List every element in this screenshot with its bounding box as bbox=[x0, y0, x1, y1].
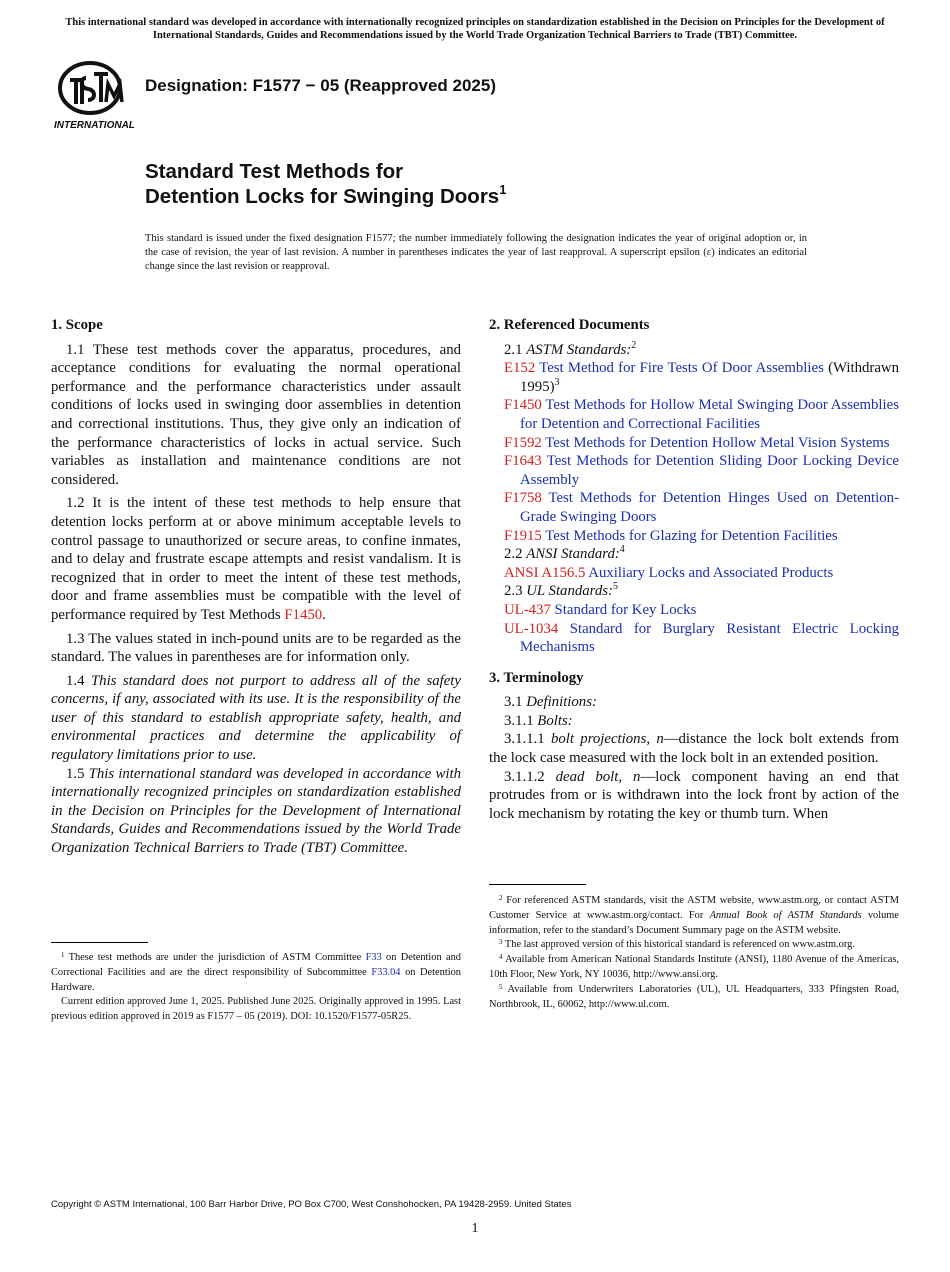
term-dead-bolt-definition: —lock component having an end that protrudes from or is withdrawn into the lock front by action of the lock mechanism by rotating the key or thumb turn. When bbox=[489, 768, 900, 822]
astm-label-text: ASTM Standards: bbox=[526, 341, 632, 358]
ref-code[interactable]: F1592 bbox=[504, 434, 542, 451]
footnote-2-italic: Annual Book of ASTM Standards bbox=[709, 909, 862, 921]
footnote-5-text: Available from Underwriters Laboratories (UL), UL Headquarters, 333 Pfingsten Road, Northbrook, IL, 60062, http://www.ul.com. bbox=[489, 983, 899, 1010]
ref-code[interactable]: UL-1034 bbox=[504, 620, 559, 637]
paragraph-1-4-text: This standard does not purport to address all of the safety concerns, if any, associated with its use. It is the responsibility of the user of this standard to establish appropriate safety, health, and environmental practices and determine the applicability of regulatory limitations prior to use. bbox=[51, 672, 461, 764]
top-notice: This international standard was developed in accordance with internationally recognized principles on standardization established in the Decision on Principles for the Development of International Standards, Guides and Recommendations issued by the World Trade Organization Technical Barriers to Trade (TBT) Committee. bbox=[65, 17, 885, 41]
term-3-1-1-1-number: 3.1.1.1 bbox=[504, 731, 551, 748]
ansi-label-text: ANSI Standard: bbox=[526, 546, 620, 563]
copyright-footer: Copyright © ASTM International, 100 Barr Harbor Drive, PO Box C700, West Conshohocken, PA 19428-2959. United States bbox=[51, 1199, 572, 1210]
astm-standards-label bbox=[489, 341, 899, 360]
astm-label-marker: 2 bbox=[631, 339, 637, 351]
term-3-1-1-2-number: 3.1.1.2 bbox=[504, 768, 556, 785]
footnote-4-text: Available from American National Standards Institute (ANSI), 1180 Avenue of the Americas, 10th Floor, New York, NY 10036, http://www.ansi.org. bbox=[489, 954, 899, 980]
reference-f1592 bbox=[489, 434, 899, 453]
term-3-1-text: Definitions: bbox=[526, 694, 597, 711]
ref-title[interactable]: Standard for Burglary Resistant Electric Locking Mechanisms bbox=[520, 620, 899, 656]
link-f33[interactable]: F33 bbox=[365, 952, 382, 963]
ul-label-number: 2.3 bbox=[504, 583, 527, 600]
ref-title[interactable]: Auxiliary Locks and Associated Products bbox=[585, 564, 834, 581]
reference-e152 bbox=[489, 359, 899, 396]
term-bolt-projections: bolt projections, n bbox=[550, 731, 664, 748]
paragraph-1-2 bbox=[51, 494, 461, 624]
terminology-3-1 bbox=[489, 693, 899, 712]
ref-title[interactable]: Standard for Key Locks bbox=[550, 601, 697, 618]
footnote-3 bbox=[489, 938, 899, 953]
footnote-1 bbox=[51, 951, 461, 995]
footnote-1-marker: 1 bbox=[61, 951, 65, 959]
ref-title[interactable]: Test Methods for Hollow Metal Swinging Door Assemblies for Detention and Correctional Facilities bbox=[520, 397, 899, 432]
ref-title[interactable]: Test Methods for Glazing for Detention Facilities bbox=[541, 527, 838, 544]
footnotes-left bbox=[51, 951, 461, 1025]
ul-standards-label bbox=[489, 582, 899, 601]
term-bolt-projections-definition: —distance the lock bolt extends from the lock case measured with the lock bolt in an extended position. bbox=[489, 731, 899, 767]
link-f33-04[interactable]: F33.04 bbox=[371, 966, 401, 978]
page-number: 1 bbox=[471, 1221, 479, 1236]
astm-logo bbox=[52, 58, 136, 132]
ref-title[interactable]: Test Methods for Detention Hollow Metal Vision Systems bbox=[541, 434, 890, 451]
footnote-1-text-b: on Detention and Correctional Facilities and are the direct responsibility of Subcommittee bbox=[51, 952, 462, 978]
term-3-1-1-number: 3.1.1 bbox=[504, 712, 538, 729]
ref-title[interactable]: Test Methods for Detention Sliding Door Locking Device Assembly bbox=[520, 453, 899, 488]
section-heading-terminology: 3. Terminology bbox=[489, 669, 584, 686]
ref-withdrawn-note: (Withdrawn 1995) bbox=[520, 360, 899, 395]
footnote-1-text-c: on Detention Hardware. bbox=[51, 966, 461, 993]
ref-code[interactable]: ANSI A156.5 bbox=[504, 564, 586, 581]
section-heading-referenced-documents: 2. Referenced Documents bbox=[489, 317, 650, 333]
ref-title[interactable]: Test Method for Fire Tests Of Door Assemblies bbox=[535, 360, 824, 377]
reference-f1915 bbox=[489, 527, 899, 546]
term-dead-bolt: dead bolt, n bbox=[555, 768, 641, 785]
terminology-3-1-1-1 bbox=[489, 730, 899, 767]
reference-f1758 bbox=[489, 489, 899, 526]
footnote-2 bbox=[489, 894, 899, 938]
ref-link-f1450[interactable]: F1450 bbox=[284, 606, 323, 623]
ref-code[interactable]: F1758 bbox=[504, 490, 542, 507]
reference-f1643 bbox=[489, 452, 899, 489]
astm-logo-icon bbox=[52, 58, 136, 132]
title-line-2 bbox=[145, 184, 506, 209]
ref-code[interactable]: E152 bbox=[504, 360, 536, 377]
ansi-label-number: 2.2 bbox=[504, 546, 527, 563]
ansi-standard-label bbox=[489, 545, 899, 564]
paragraph-1-4 bbox=[51, 672, 461, 765]
ul-label-text: UL Standards: bbox=[526, 583, 613, 600]
terminology-3-1-1 bbox=[489, 712, 899, 731]
title-line-1: Standard Test Methods for bbox=[145, 160, 404, 183]
reference-ansi-a156-5 bbox=[489, 564, 899, 583]
footnote-4 bbox=[489, 953, 899, 983]
ref-code[interactable]: F1915 bbox=[504, 527, 542, 544]
paragraph-1-2-end: . bbox=[322, 606, 326, 623]
title-line-2-text: Detention Locks for Swinging Doors bbox=[145, 185, 500, 208]
ref-title[interactable]: Test Methods for Detention Hinges Used on Detention-Grade Swinging Doors bbox=[520, 490, 899, 525]
footnote-5 bbox=[489, 983, 899, 1013]
paragraph-1-5 bbox=[51, 765, 461, 858]
ref-code[interactable]: UL-437 bbox=[504, 601, 551, 618]
logo-text: INTERNATIONAL bbox=[54, 120, 135, 131]
footnote-1-edition: Current edition approved June 1, 2025. Published June 2025. Originally approved in 1995. Last previous edition approved in 2019 as F1577 – 05 (2019). DOI: 10.1520/F1577-05R25. bbox=[51, 996, 461, 1023]
footnotes-right bbox=[489, 894, 899, 1012]
reference-f1450 bbox=[489, 396, 899, 433]
terminology-3-1-1-2 bbox=[489, 768, 899, 824]
footnote-3-text: The last approved version of this historical standard is referenced on www.astm.org. bbox=[502, 939, 855, 951]
title-footnote-marker: 1 bbox=[499, 182, 507, 197]
issuance-statement: This standard is issued under the fixed designation F1577; the number immediately following the designation indicates the year of original adoption or, in the case of revision, the year of last revision. A number in parentheses indicates the year of last reapproval. A superscript epsilon (ε) indicates an editorial change since the last revision or reapproval. bbox=[145, 233, 807, 272]
footnote-2-marker: 2 bbox=[499, 894, 503, 902]
ul-label-marker: 5 bbox=[612, 581, 618, 593]
astm-label-number: 2.1 bbox=[504, 341, 527, 358]
footnote-2-text-b: volume information, refer to the standard’s Document Summary page on the ASTM website. bbox=[489, 909, 899, 936]
footnote-1-text-a: These test methods are under the jurisdiction of ASTM Committee bbox=[64, 952, 366, 963]
reference-ul-437 bbox=[489, 601, 899, 620]
ref-code[interactable]: F1643 bbox=[504, 453, 542, 470]
paragraph-1-5-number: 1.5 bbox=[66, 765, 89, 782]
reference-ul-1034 bbox=[489, 620, 899, 657]
left-column bbox=[51, 316, 461, 858]
page-title bbox=[145, 159, 506, 209]
footnote-rule-left bbox=[51, 942, 148, 943]
paragraph-1-3: 1.3 The values stated in inch-pound units are to be regarded as the standard. The values in parentheses are for information only. bbox=[51, 630, 461, 666]
ref-footnote-marker: 3 bbox=[554, 376, 560, 388]
paragraph-1-1: 1.1 These test methods cover the apparatus, procedures, and acceptance conditions for evaluating the normal operational performance and the performance characteristics under assault conditions of locks used in swinging door assemblies in detention and correctional institutions. Thus, they give only an indication of the performance characteristics of locks in actual service. Such variables as installation and maintenance conditions are not considered. bbox=[51, 341, 461, 488]
footnote-4-marker: 4 bbox=[499, 953, 503, 962]
designation: Designation: F1577 − 05 (Reapproved 2025) bbox=[145, 76, 496, 95]
right-column bbox=[489, 316, 899, 823]
term-3-1-1-text: Bolts: bbox=[537, 712, 573, 729]
footnote-2-text-a: For referenced ASTM standards, visit the ASTM website, www.astm.org, or contact ASTM Customer Service at www.astm.org/contact. For bbox=[489, 895, 899, 921]
ref-code[interactable]: F1450 bbox=[504, 397, 542, 414]
footnote-rule-right bbox=[489, 884, 586, 885]
paragraph-1-5-text: This international standard was developed in accordance with internationally recognized principles on standardization established in the Decision on Principles for the Development of International Standards, Guides and Recommendations issued by the World Trade Organization Technical Barriers to Trade (TBT) Committee. bbox=[51, 765, 461, 857]
paragraph-1-4-number: 1.4 bbox=[66, 672, 91, 689]
section-heading-scope: 1. Scope bbox=[51, 317, 103, 333]
footnote-3-marker: 3 bbox=[499, 938, 503, 947]
paragraph-1-2-text: 1.2 It is the intent of these test methods to help ensure that detention locks perform at or above minimum acceptable levels to control passage to unauthorized or secure areas, to confine inmates, and to delay and frustrate escape attempts and resist vandalism. It is recognized that in order to meet the intent of these test methods, door and frame assemblies must be compatible with the level of performance required by Test Methods bbox=[51, 495, 461, 623]
term-3-1-number: 3.1 bbox=[504, 694, 527, 711]
footnote-5-marker: 5 bbox=[499, 982, 503, 991]
ansi-label-marker: 4 bbox=[619, 544, 625, 556]
